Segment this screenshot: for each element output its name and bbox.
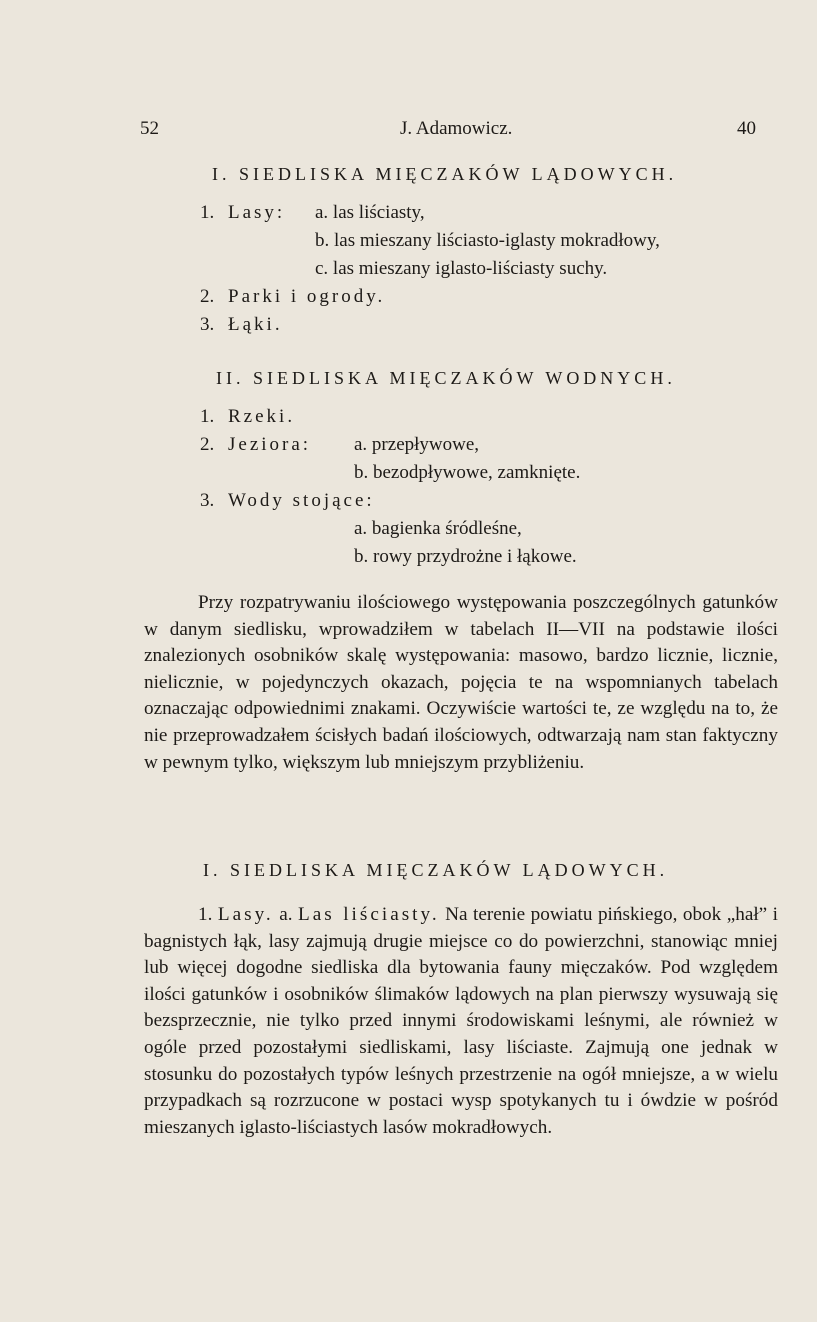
- running-title: J. Adamowicz.: [400, 118, 513, 139]
- list-subitem: b. las mieszany liściasto-iglasty mokradłowy,: [315, 230, 660, 251]
- page-number-right: 40: [737, 118, 756, 139]
- list-item-name: Lasy:: [228, 202, 286, 223]
- lead-title: Las liściasty.: [298, 904, 440, 925]
- list-item-number: 3.: [200, 490, 215, 511]
- list-item-number: 1.: [200, 406, 215, 427]
- list-subitem: b. rowy przydrożne i łąkowe.: [354, 546, 577, 567]
- list-item-name: Wody stojące:: [228, 490, 375, 511]
- lead-number: 1.: [198, 904, 213, 925]
- list-subitem: a. bagienka śródleśne,: [354, 518, 522, 539]
- list-item-name: Rzeki.: [228, 406, 296, 427]
- list-item-number: 3.: [200, 314, 215, 335]
- page-header: [140, 118, 780, 148]
- paragraph-quantitative: [144, 590, 778, 776]
- section-heading-water: II. SIEDLISKA MIĘCZAKÓW WODNYCH.: [216, 368, 676, 388]
- paragraph-text: Przy rozpatrywaniu ilościowego występowania poszczególnych gatunków w danym siedlisku, wprowadziłem w tabelach II—VII na podstawie ilości znalezionych osobników skalę występowania: masowo, bardzo licznie, licznie, nielicznie, w pojedynczych okazach, pojęcia te na wspomnianych tabelach oznaczając odpowiednimi znakami. Oczywiście wartości te, ze względu na to, że nie przeprowadzałem ścisłych badań ilościowych, odtwarzają nam stan faktyczny w pewnym tylko, większym lub mniejszym przybliżeniu.: [144, 592, 778, 773]
- paragraph-text: [144, 902, 778, 1141]
- list-item-name: Łąki.: [228, 314, 283, 335]
- section-heading-land: I. SIEDLISKA MIĘCZAKÓW LĄDOWYCH.: [212, 164, 678, 184]
- section-heading-land-detail: I. SIEDLISKA MIĘCZAKÓW LĄDOWYCH.: [203, 860, 669, 880]
- list-item-name: Parki i ogrody.: [228, 286, 386, 307]
- list-subitem: a. przepływowe,: [354, 434, 480, 455]
- page-number-left: 52: [140, 118, 159, 139]
- list-item-number: 2.: [200, 286, 215, 307]
- list-subitem: a. las liściasty,: [315, 202, 425, 223]
- list-item-number: 1.: [200, 202, 215, 223]
- lead-sub: a.: [279, 904, 293, 925]
- list-subitem: b. bezodpływowe, zamknięte.: [354, 462, 581, 483]
- list-item-number: 2.: [200, 434, 215, 455]
- list-subitem: c. las mieszany iglasto-liściasty suchy.: [315, 258, 608, 279]
- paragraph-body: Na terenie powiatu pińskiego, obok „hał” i bagnistych łąk, lasy zajmują drugie miejsce co do powierzchni, stanowiąc mniej lub więcej dogodne siedliska dla bytowania fauny mięczaków. Pod względem ilości gatunków i osobników ślimaków lądowych na plan pierwszy wysuwają się bezsprzecznie, nie tylko przed innymi środowiskami leśnymi, ale również w ogóle przed pozostałymi siedliskami, lasy liściaste. Zajmują one jednak w stosunku do pozostałych typów leśnych przestrzenie na ogół mniejsze, a w wielu przypadkach są rozrzucone w postaci wysp spotykanych tu i ówdzie w pośród mieszanych iglasto-liściastych lasów mokradłowych.: [144, 904, 779, 1138]
- paragraph-forests: [144, 902, 778, 1141]
- lead-name: Lasy.: [217, 904, 274, 925]
- list-item-name: Jeziora:: [228, 434, 312, 455]
